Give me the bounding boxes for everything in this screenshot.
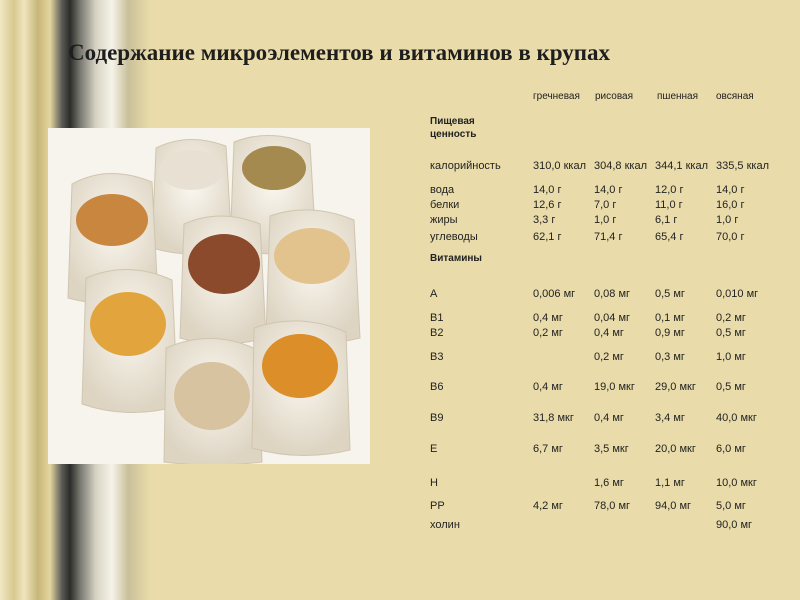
table-cell: 0,08 мг [594, 288, 631, 300]
grain-sacks-photo [48, 128, 370, 464]
table-cell: 0,4 мг [533, 381, 563, 393]
table-cell: 0,2 мг [716, 312, 746, 324]
table-cell: 14,0 г [533, 184, 562, 196]
table-cell: 4,2 мг [533, 500, 563, 512]
row-label: вода [430, 184, 455, 196]
table-cell: 3,4 мг [655, 412, 685, 424]
column-header: гречневая [533, 91, 580, 102]
table-cell: 62,1 г [533, 231, 562, 243]
table-cell: 0,04 мг [594, 312, 631, 324]
table-cell: 0,5 мг [716, 327, 746, 339]
table-cell: 0,3 мг [655, 351, 685, 363]
table-cell: 7,0 г [594, 199, 617, 211]
row-label: H [430, 477, 438, 489]
table-cell: 71,4 г [594, 231, 623, 243]
table-cell: 94,0 мг [655, 500, 692, 512]
table-cell: 40,0 мкг [716, 412, 757, 424]
table-cell: 0,4 мг [594, 412, 624, 424]
table-cell: 29,0 мкг [655, 381, 696, 393]
table-cell: 10,0 мкг [716, 477, 757, 489]
column-header: пшенная [657, 91, 699, 102]
table-cell: 0,5 мг [716, 381, 746, 393]
table-cell: 3,5 мкг [594, 443, 629, 455]
table-cell: 12,0 г [655, 184, 684, 196]
sack-corn [252, 321, 350, 456]
row-label: PP [430, 500, 445, 512]
table-cell: 0,010 мг [716, 288, 759, 300]
row-label: белки [430, 199, 460, 211]
table-cell: 1,0 г [594, 214, 617, 226]
row-label: B9 [430, 412, 444, 424]
table-cell: 20,0 мкг [655, 443, 696, 455]
table-cell: 5,0 мг [716, 500, 746, 512]
table-cell: 31,8 мкг [533, 412, 574, 424]
row-label: калорийность [430, 160, 501, 172]
table-cell: 0,006 мг [533, 288, 576, 300]
row-label: B1 [430, 312, 444, 324]
table-cell: 6,1 г [655, 214, 678, 226]
sack-millet [82, 269, 178, 412]
table-cell: 3,3 г [533, 214, 556, 226]
table-cell: 19,0 мкг [594, 381, 635, 393]
row-label: A [430, 288, 438, 300]
table-cell: 70,0 г [716, 231, 745, 243]
table-cell: 11,0 г [655, 199, 683, 211]
section-vitamins-label: Витамины [430, 253, 482, 264]
table-cell: 0,2 мг [594, 351, 624, 363]
row-label: B3 [430, 351, 444, 363]
column-header: рисовая [595, 91, 633, 102]
row-label: углеводы [430, 231, 478, 243]
table-cell: 0,4 мг [533, 312, 563, 324]
sack-barley [164, 338, 262, 464]
table-cell: 1,6 мг [594, 477, 624, 489]
table-cell: 65,4 г [655, 231, 684, 243]
table-cell: 310,0 ккал [533, 160, 586, 172]
table-cell: 0,9 мг [655, 327, 685, 339]
table-cell: 6,7 мг [533, 443, 563, 455]
table-cell: 0,2 мг [533, 327, 563, 339]
row-label: жиры [430, 214, 458, 226]
table-cell: 14,0 г [716, 184, 745, 196]
table-cell: 16,0 г [716, 199, 745, 211]
sack-buckwheat [180, 216, 266, 344]
table-cell: 6,0 мг [716, 443, 746, 455]
row-label: холин [430, 519, 460, 531]
table-cell: 1,0 мг [716, 351, 746, 363]
table-cell: 14,0 г [594, 184, 623, 196]
row-label: B6 [430, 381, 444, 393]
table-cell: 335,5 ккал [716, 160, 769, 172]
table-cell: 0,5 мг [655, 288, 685, 300]
table-cell: 1,0 г [716, 214, 739, 226]
column-header: овсяная [716, 91, 754, 102]
row-label: B2 [430, 327, 444, 339]
table-cell: 0,1 мг [655, 312, 685, 324]
table-cell: 0,4 мг [594, 327, 624, 339]
table-cell: 1,1 мг [655, 477, 685, 489]
table-cell: 78,0 мг [594, 500, 631, 512]
table-cell: 304,8 ккал [594, 160, 647, 172]
row-label: E [430, 443, 438, 455]
table-cell: 344,1 ккал [655, 160, 708, 172]
slide-title: Содержание микроэлементов и витаминов в крупах [68, 40, 611, 65]
table-cell: 90,0 мг [716, 519, 753, 531]
section-nutrition-label: Пищевая ценность [430, 116, 477, 140]
table-cell: 12,6 г [533, 199, 562, 211]
grain-sacks-illustration [48, 128, 370, 464]
